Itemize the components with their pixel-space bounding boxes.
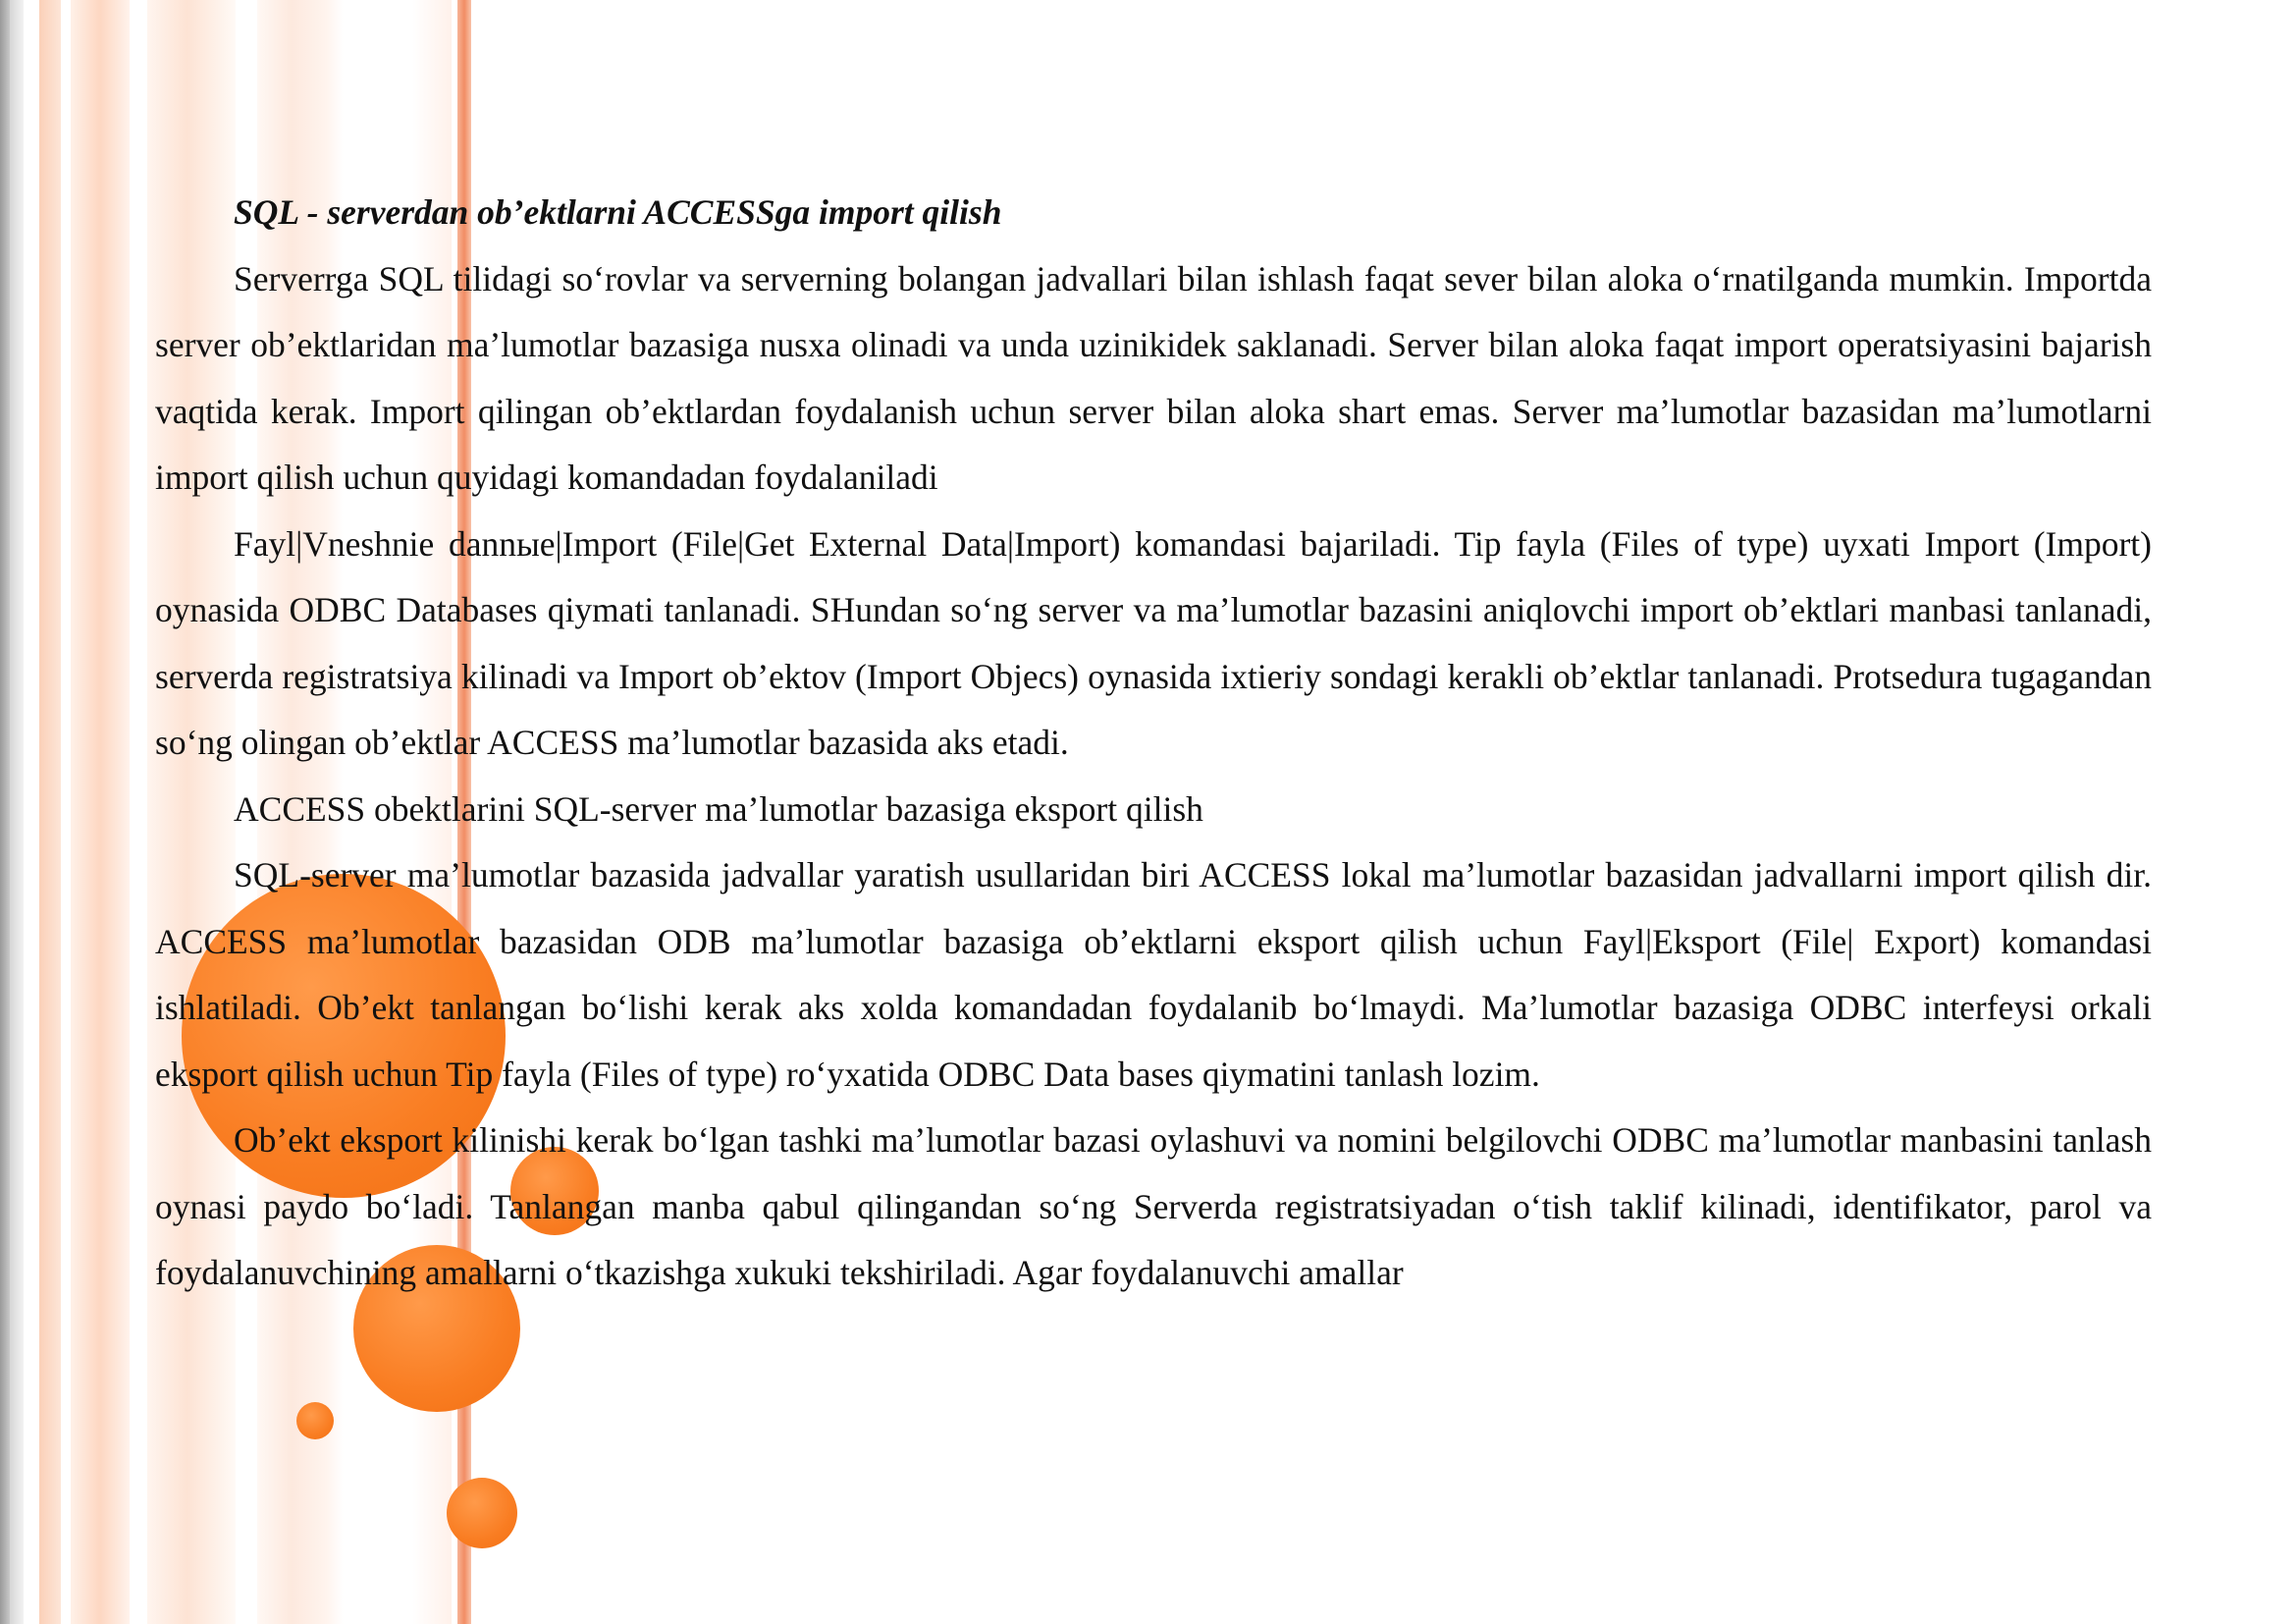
decor-circle-medium-3 xyxy=(447,1478,517,1548)
left-edge-shadow xyxy=(0,0,10,1624)
slide-text-body xyxy=(155,180,2152,1307)
decor-stripe-2 xyxy=(71,0,130,1624)
decor-stripe-1 xyxy=(39,0,61,1624)
section-heading: SQL - serverdan ob’ektlarni ACCESSga import qilish xyxy=(234,192,1002,232)
paragraph-server-import-intro: Serverrga SQL tilidagi so‘rovlar va serverning bolangan jadvallari bilan ishlash faqat sever bilan aloka o‘rnatilganda mumkin. Importda server ob’ektlaridan ma’lumotlar bazasiga nusxa olinadi va unda uzinikidek saklanadi. Server bilan aloka faqat import operatsiyasini bajarish vaqtida kerak. Import qilingan ob’ektlardan foydalanish uchun server bilan aloka shart emas. Server ma’lumotlar bazasidan ma’lumotlarni import qilish uchun quyidagi komandadan foydalaniladi xyxy=(155,258,2152,497)
paragraph-export-method: SQL-server ma’lumotlar bazasida jadvallar yaratish usullaridan biri ACCESS lokal ma’lumotlar bazasidan jadvallarni import qilish dir. ACCESS ma’lumotlar bazasidan ODB ma’lumotlar bazasiga ob’ektlarni eksport qilish uchun Fayl|Eksport (File| Export) komandasi ishlatiladi. Ob’ekt tanlangan bo‘lishi kerak aks xolda komandadan foydalanib bo‘lmaydi. Ma’lumotlar bazasiga ODBC interfeysi orkali eksport qilish uchun Tip fayla (Files of type) ro‘yxatida ODBC Data bases qiymatini tanlash lozim. xyxy=(155,855,2152,1094)
paragraph-export-subheading: ACCESS obektlarini SQL-server ma’lumotlar bazasiga eksport qilish xyxy=(234,788,1203,829)
decor-circle-small xyxy=(296,1402,334,1439)
paragraph-odbc-source: Ob’ekt eksport kilinishi kerak bo‘lgan tashki ma’lumotlar bazasi oylashuvi va nomini belgilovchi ODBC ma’lumotlar manbasini tanlash oynasi paydo bo‘ladi. Tanlangan manba qabul qilingandan so‘ng Serverda registratsiyadan o‘tish taklif kilinadi, identifikator, parol va foydalanuvchining amallarni o‘tkazishga xukuki tekshiriladi. Agar foydalanuvchi amallar xyxy=(155,1120,2152,1292)
left-edge-highlight xyxy=(10,0,24,1624)
paragraph-import-steps: Fayl|Vneshnie dannые|Import (File|Get External Data|Import) komandasi bajariladi. Tip fayla (Files of type) uyxati Import (Import) oynasida ODBC Databases qiymati tanlanadi. SHundan so‘ng server va ma’lumotlar bazasini aniqlovchi import ob’ektlari manbasi tanlanadi, serverda registratsiya kilinadi va Import ob’ektov (Import Objecs) oynasida ixtieriy sondagi kerakli ob’ektlar tanlanadi. Protsedura tugagandan so‘ng olingan ob’ektlar ACCESS ma’lumotlar bazasida aks etadi. xyxy=(155,523,2152,762)
